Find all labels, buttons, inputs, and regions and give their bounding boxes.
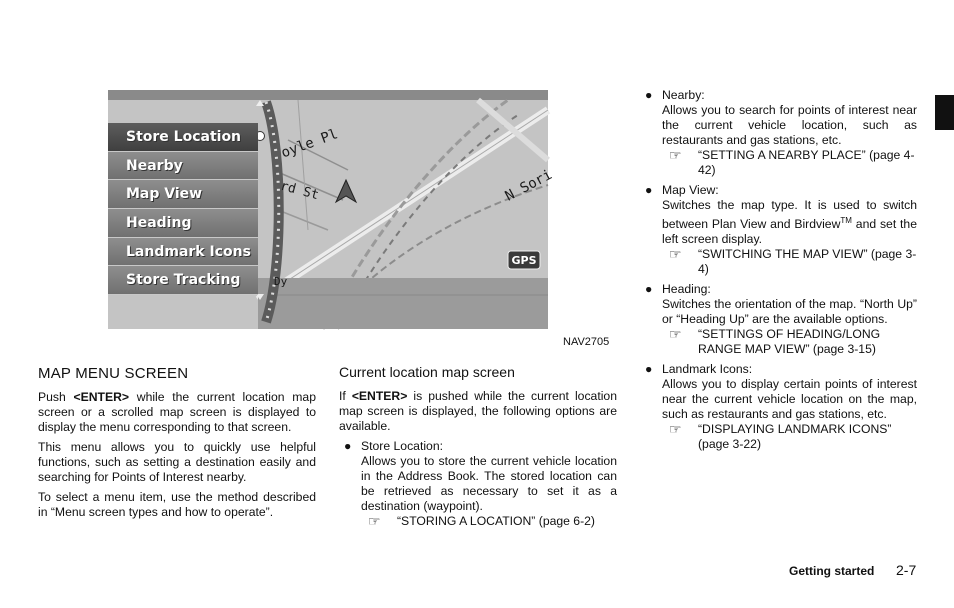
- list-item-map-view: [645, 183, 917, 277]
- item-description: Allows you to search for points of interest near the current vehicle location, such as restaurants and gas stations, etc.: [662, 103, 917, 147]
- figure-id: NAV2705: [563, 336, 610, 348]
- map-label-street: oyle Pl: [279, 126, 341, 162]
- section-heading: MAP MENU SCREEN: [38, 365, 189, 382]
- item-title: Heading:: [662, 282, 711, 297]
- option-list: [339, 439, 617, 529]
- map-label-street: N Sori: [502, 166, 555, 205]
- menu-item-store-location[interactable]: Store Location: [108, 123, 258, 152]
- subsection-heading: Current location map screen: [339, 364, 515, 380]
- list-item-landmark-icons: [645, 362, 917, 452]
- page-reference: ☞ “SETTINGS OF HEADING/LONG RANGE MAP VIEW” (page 3-15): [669, 326, 881, 357]
- map-menu: [108, 123, 258, 295]
- menu-item-store-tracking[interactable]: Store Tracking: [108, 266, 258, 295]
- item-description: Switches the map type. It is used to switch between Plan View and Birdview™ and set the left screen display.: [662, 198, 917, 247]
- list-item-heading: [645, 282, 917, 357]
- page-number: 2-7: [896, 562, 917, 578]
- item-description: Allows you to display certain points of interest near the current vehicle location on the map, such as restaurants and gas stations, etc.: [662, 377, 917, 422]
- item-description: Allows you to store the current vehicle location in the Address Book. The stored location can be retrieved as necessary to set it as a destination (waypoint).: [361, 454, 617, 513]
- navigation-screenshot: [108, 90, 555, 329]
- item-title: Landmark Icons:: [662, 362, 753, 377]
- item-title: Nearby:: [662, 88, 705, 102]
- bullet-dot-icon: ●: [645, 183, 653, 197]
- bullet-dot-icon: ●: [344, 439, 352, 453]
- menu-item-heading[interactable]: Heading: [108, 209, 258, 238]
- chapter-tab-marker: [935, 95, 954, 130]
- map-label-street: Dy: [274, 275, 288, 288]
- map-menu-section: [38, 365, 316, 520]
- list-item-store-location: [344, 439, 617, 529]
- option-list: [645, 88, 917, 452]
- item-title: Store Location:: [361, 439, 443, 453]
- paragraph: To select a menu item, use the method described in “Menu screen types and how to operate”.: [38, 490, 316, 519]
- pointing-hand-icon: ☞: [669, 246, 682, 263]
- paragraph: This menu allows you to quickly use helpful functions, such as setting a destination easily and searching for Points of Interest nearby.: [38, 440, 316, 484]
- bullet-dot-icon: ●: [645, 282, 653, 297]
- menu-item-nearby[interactable]: Nearby: [108, 152, 258, 181]
- page-reference: ☞ “SWITCHING THE MAP VIEW” (page 3-4): [669, 246, 917, 277]
- menu-item-landmark-icons[interactable]: Landmark Icons: [108, 238, 258, 267]
- pointing-hand-icon: ☞: [669, 421, 682, 438]
- paragraph: Push <ENTER> while the current location map screen or a scrolled map screen is displayed to display the menu corresponding to that screen.: [38, 390, 316, 434]
- enter-key-label: <ENTER>: [351, 389, 408, 403]
- options-continued: [645, 88, 917, 452]
- pointing-hand-icon: ☞: [669, 147, 682, 163]
- page-reference: ☞ “SETTING A NEARBY PLACE” (page 4-42): [669, 147, 915, 177]
- list-item-nearby: [645, 88, 917, 178]
- page-reference: ☞ “DISPLAYING LANDMARK ICONS” (page 3-22): [669, 421, 892, 452]
- item-title: Map View:: [662, 183, 719, 197]
- map-label-street: rd St: [278, 178, 321, 204]
- gps-badge-label: GPS: [511, 254, 537, 267]
- bullet-dot-icon: ●: [645, 88, 653, 102]
- paragraph: If <ENTER> is pushed while the current location map screen is displayed, the following options are available.: [339, 389, 617, 433]
- pointing-hand-icon: ☞: [669, 326, 682, 343]
- item-description: Switches the orientation of the map. “North Up” or “Heading Up” are the available options.: [662, 297, 917, 327]
- menu-item-map-view[interactable]: Map View: [108, 180, 258, 209]
- page-reference: ☞ “STORING A LOCATION” (page 6-2): [368, 513, 595, 529]
- pointing-hand-icon: ☞: [368, 513, 381, 529]
- enter-key-label: <ENTER>: [73, 390, 130, 404]
- current-location-section: [339, 364, 617, 529]
- footer-section-name: Getting started: [789, 564, 875, 578]
- bullet-dot-icon: ●: [645, 362, 653, 377]
